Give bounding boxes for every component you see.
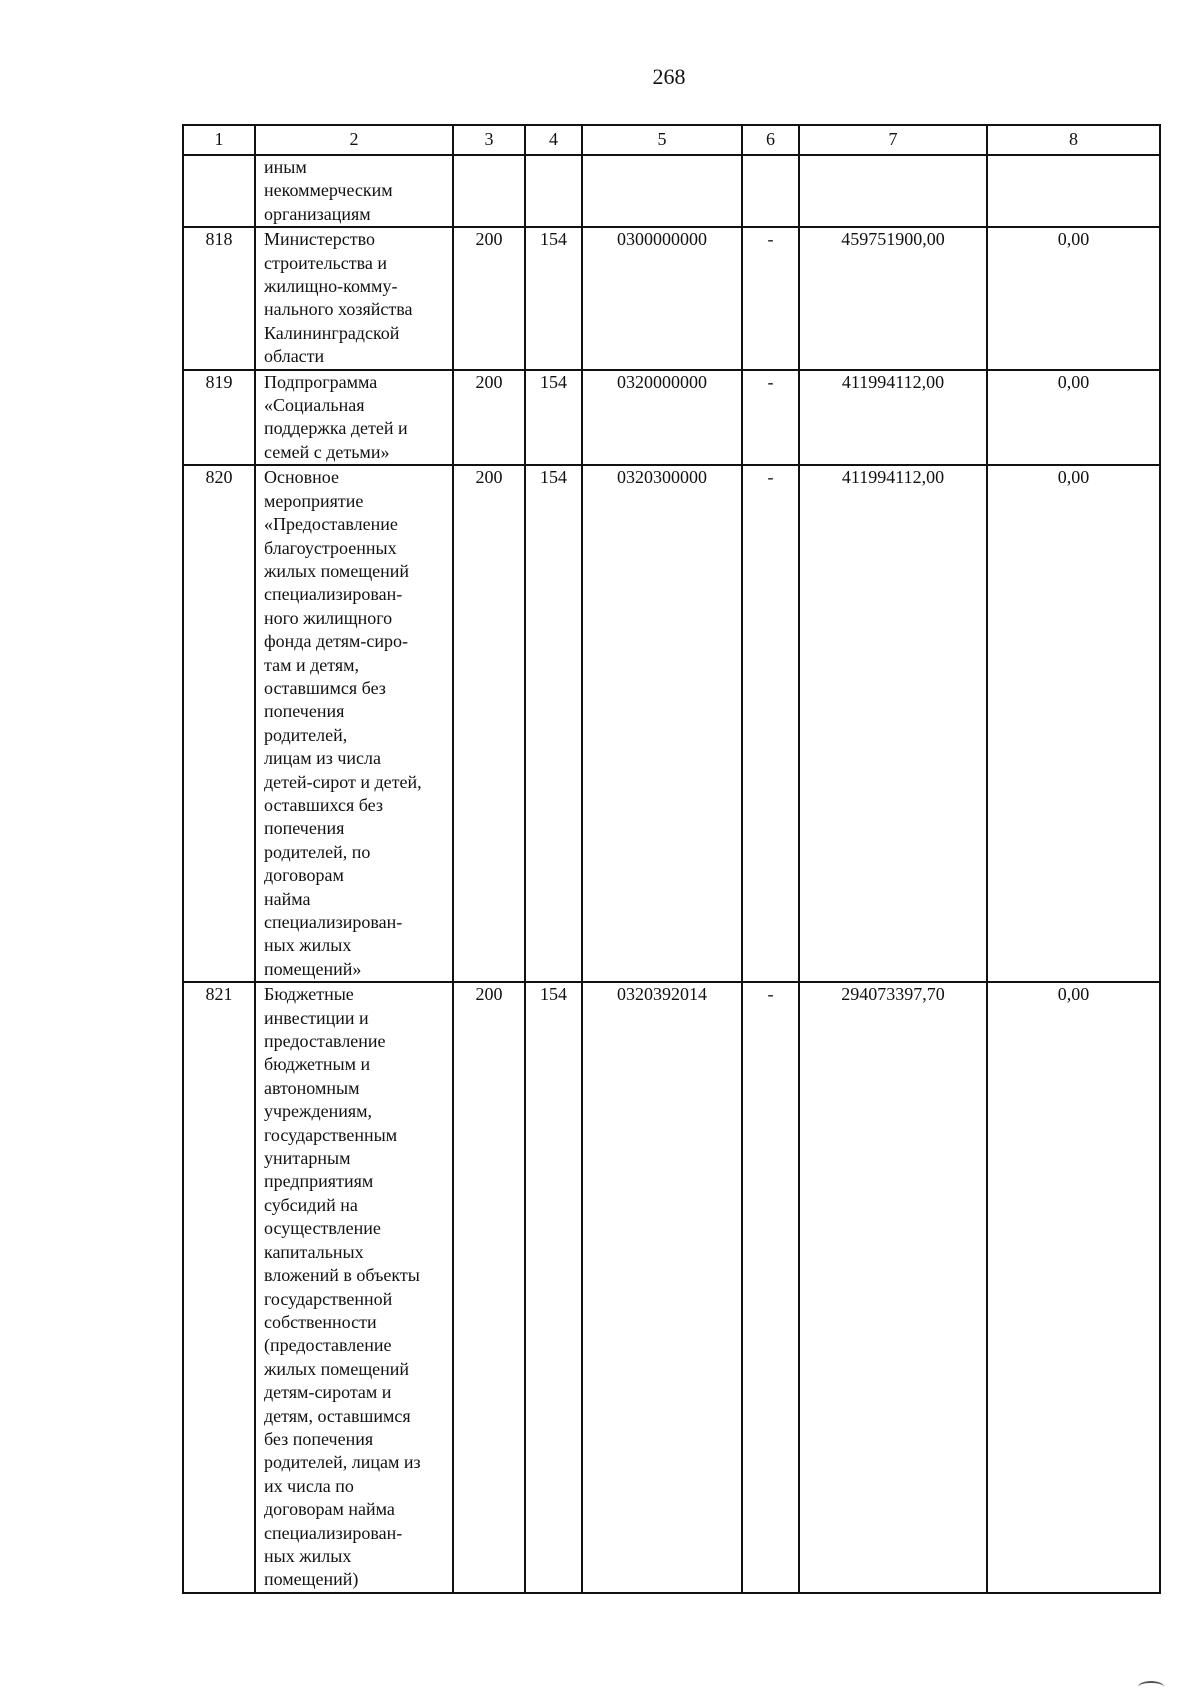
cell-col5 — [582, 155, 742, 227]
header-cell: 1 — [183, 125, 255, 155]
table-row — [183, 982, 1160, 1593]
header-cell: 5 — [582, 125, 742, 155]
row-number: 820 — [183, 465, 255, 982]
row-name-text: Бюджетные инвестиции и предоставление бюджетным и автономным учреждениям, государственным унитарным предприятиям субсидий на осуществление капитальных вложений в объекты государственной собственности (предоставление жилых помещений детям-сиротам и детям, оставшимся без попечения родителей, лицам из их числа по договорам найма специализирован- ных жилых помещений) — [264, 984, 421, 1590]
cell-col5: 0320300000 — [582, 465, 742, 982]
header-cell: 6 — [742, 125, 799, 155]
row-name — [255, 370, 453, 466]
row-name — [255, 465, 453, 982]
row-name-text: Основное мероприятие «Предоставление благоустроенных жилых помещений специализирован- ного жилищного фонда детям-сиро- там и детям, оставшимся без попечения родителей, лицам из числа детей-сирот и детей, оставшихся без попечения родителей, по договорам найма специализирован- ных жилых помещений» — [264, 467, 422, 979]
row-name — [255, 155, 453, 227]
cell-col3: 200 — [453, 465, 525, 982]
cell-col8 — [987, 155, 1160, 227]
cell-col7: 459751900,00 — [799, 227, 987, 369]
row-name — [255, 982, 453, 1593]
row-name — [255, 227, 453, 369]
cell-col7: 411994112,00 — [799, 465, 987, 982]
row-number: 818 — [183, 227, 255, 369]
cell-col6: - — [742, 370, 799, 466]
budget-table — [182, 124, 1161, 1594]
cell-col8: 0,00 — [987, 465, 1160, 982]
cell-col8: 0,00 — [987, 227, 1160, 369]
scan-artifact-mark — [1138, 1681, 1164, 1693]
cell-col6: - — [742, 227, 799, 369]
cell-col3 — [453, 155, 525, 227]
header-cell: 3 — [453, 125, 525, 155]
cell-col8: 0,00 — [987, 982, 1160, 1593]
row-number: 821 — [183, 982, 255, 1593]
row-name-text: Подпрограмма «Социальная поддержка детей и семей с детьми» — [264, 371, 408, 462]
cell-col3: 200 — [453, 227, 525, 369]
row-name-text: Министерство строительства и жилищно-комму- нального хозяйства Калининградской области — [264, 229, 413, 367]
header-cell: 8 — [987, 125, 1160, 155]
cell-col6 — [742, 155, 799, 227]
header-cell: 4 — [525, 125, 582, 155]
cell-col4: 154 — [525, 370, 582, 466]
cell-col6: - — [742, 465, 799, 982]
row-number — [183, 155, 255, 227]
cell-col5: 0320392014 — [582, 982, 742, 1593]
cell-col3: 200 — [453, 370, 525, 466]
cell-col4: 154 — [525, 227, 582, 369]
cell-col7: 294073397,70 — [799, 982, 987, 1593]
cell-col7: 411994112,00 — [799, 370, 987, 466]
cell-col8: 0,00 — [987, 370, 1160, 466]
page-number: 268 — [652, 64, 686, 89]
cell-col4: 154 — [525, 465, 582, 982]
cell-col4: 154 — [525, 982, 582, 1593]
cell-col6: - — [742, 982, 799, 1593]
table-row — [183, 155, 1160, 227]
table-row — [183, 227, 1160, 369]
table-row — [183, 465, 1160, 982]
table-header-row — [183, 125, 1160, 155]
cell-col5: 0320000000 — [582, 370, 742, 466]
cell-col3: 200 — [453, 982, 525, 1593]
cell-col4 — [525, 155, 582, 227]
cell-col5: 0300000000 — [582, 227, 742, 369]
table-row — [183, 370, 1160, 466]
header-cell: 7 — [799, 125, 987, 155]
cell-col7 — [799, 155, 987, 227]
row-number: 819 — [183, 370, 255, 466]
row-name-text: иным некоммерческим организациям — [264, 157, 393, 224]
header-cell: 2 — [255, 125, 453, 155]
